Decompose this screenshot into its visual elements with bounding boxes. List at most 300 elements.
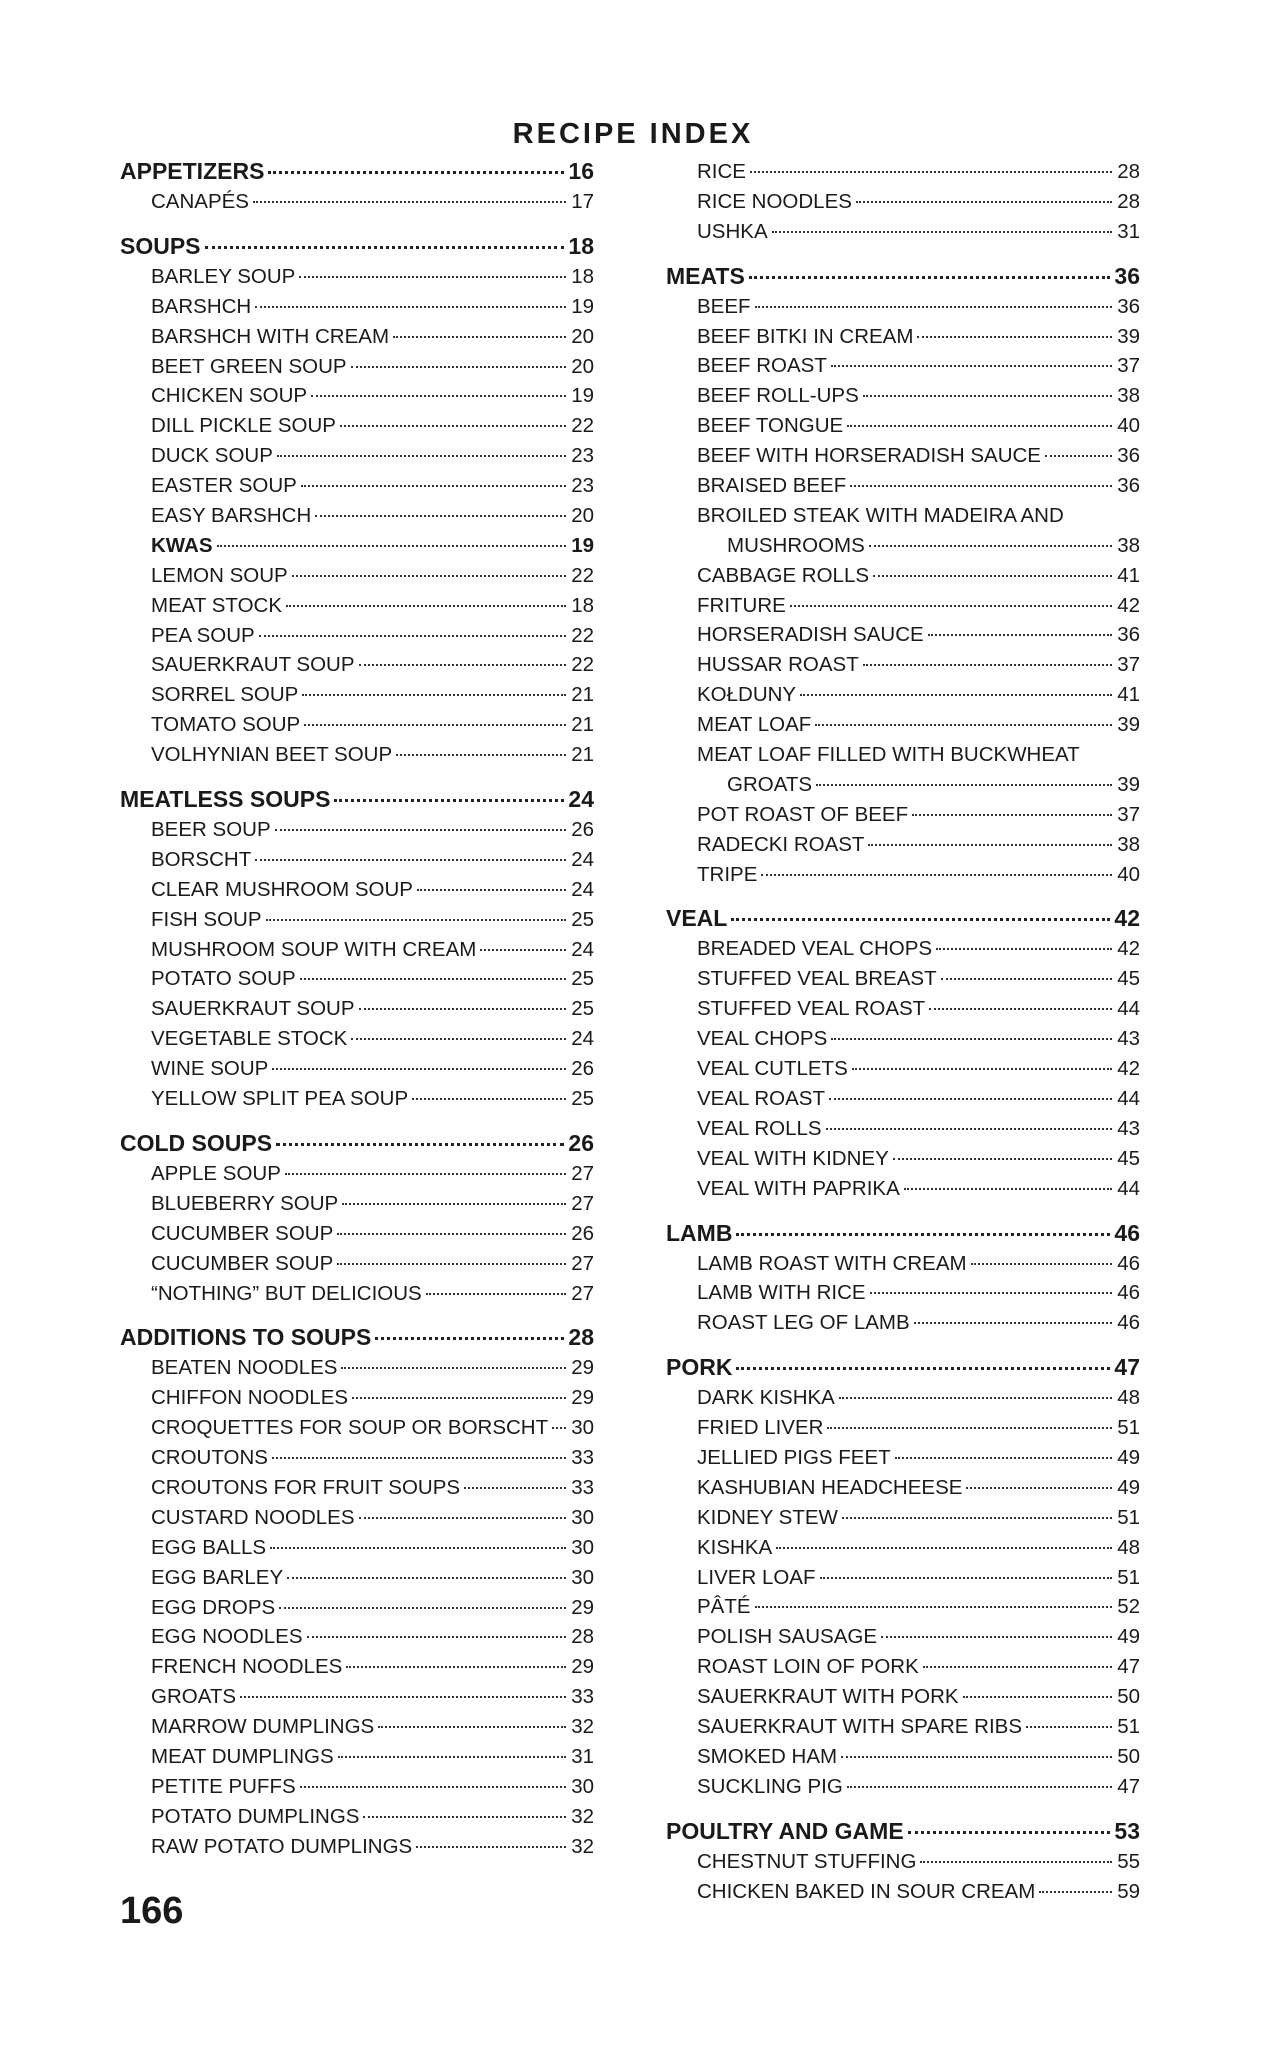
dot-leader	[904, 1188, 1112, 1190]
entry-page-number: 42	[1114, 905, 1140, 932]
index-section-heading	[666, 1817, 1140, 1847]
entry-title: VOLHYNIAN BEET SOUP	[151, 743, 393, 767]
dot-leader	[217, 545, 567, 547]
entry-page-number: 44	[1117, 1176, 1140, 1200]
entry-title: STUFFED VEAL ROAST	[697, 997, 926, 1021]
index-entry	[666, 1174, 1140, 1204]
index-entry	[666, 1249, 1140, 1279]
dot-leader	[351, 366, 566, 368]
entry-page-number: 26	[571, 1221, 594, 1245]
entry-title: BARSHCH WITH CREAM	[151, 324, 390, 348]
dot-leader	[908, 1831, 1111, 1834]
dot-leader	[255, 306, 566, 308]
dot-leader	[863, 395, 1112, 397]
entry-page-number: 49	[1117, 1475, 1140, 1499]
index-entry	[120, 621, 594, 651]
entry-page-number: 22	[571, 623, 594, 647]
entry-page-number: 28	[568, 1324, 594, 1351]
index-entry	[120, 1503, 594, 1533]
dot-leader	[277, 455, 566, 457]
index-entry	[120, 471, 594, 501]
entry-title: KASHUBIAN HEADCHEESE	[697, 1475, 963, 1499]
index-entry	[666, 1413, 1140, 1443]
entry-page-number: 24	[571, 877, 594, 901]
dot-leader	[923, 1666, 1112, 1668]
entry-page-number: 26	[568, 1129, 594, 1156]
entry-page-number: 42	[1117, 593, 1140, 617]
entry-page-number: 33	[571, 1685, 594, 1709]
entry-page-number: 39	[1117, 713, 1140, 737]
entry-page-number: 21	[571, 683, 594, 707]
dot-leader	[847, 1786, 1112, 1788]
index-entry	[120, 1159, 594, 1189]
entry-page-number: 19	[571, 294, 594, 318]
dot-leader	[341, 1367, 566, 1369]
entry-page-number: 24	[568, 786, 594, 813]
index-entry	[120, 501, 594, 531]
index-entry	[666, 1054, 1140, 1084]
dot-leader	[276, 1143, 564, 1146]
dot-leader	[346, 1666, 566, 1668]
entry-page-number: 43	[1117, 1116, 1140, 1140]
entry-title: GROATS	[727, 772, 813, 796]
entry-page-number: 19	[571, 384, 594, 408]
entry-title: EGG BARLEY	[151, 1565, 284, 1589]
dot-leader	[736, 1233, 1110, 1236]
index-entry	[120, 1189, 594, 1219]
dot-leader	[292, 575, 566, 577]
section-title: APPETIZERS	[120, 158, 265, 184]
entry-title: POLISH SAUSAGE	[697, 1625, 878, 1649]
entry-title: WINE SOUP	[151, 1057, 269, 1081]
section-title: PORK	[666, 1354, 733, 1381]
entry-page-number: 33	[571, 1446, 594, 1470]
entry-title: BEEF WITH HORSERADISH SAUCE	[697, 444, 1041, 468]
index-entry	[666, 561, 1140, 591]
index-section-heading	[120, 157, 594, 187]
index-section-heading	[120, 1323, 594, 1353]
dot-leader	[279, 1607, 566, 1609]
dot-leader	[480, 949, 566, 951]
index-entry	[666, 217, 1140, 247]
index-entry	[120, 561, 594, 591]
entry-page-number: 17	[571, 190, 594, 213]
entry-page-number: 20	[571, 354, 594, 378]
entry-page-number: 27	[571, 1161, 594, 1185]
entry-title: USHKA	[697, 219, 768, 243]
index-entry	[666, 531, 1140, 561]
entry-title: MEAT LOAF	[697, 713, 812, 737]
index-entry	[120, 1249, 594, 1279]
entry-title: RADECKI ROAST	[697, 832, 865, 856]
entry-page-number: 46	[1117, 1311, 1140, 1335]
entry-page-number: 30	[571, 1416, 594, 1440]
dot-leader	[338, 1756, 566, 1758]
entry-page-number: 32	[571, 1715, 594, 1739]
index-entry	[666, 1308, 1140, 1338]
index-entry	[120, 650, 594, 680]
index-entry	[120, 1832, 594, 1862]
dot-leader	[847, 425, 1112, 427]
section-title: MEATS	[666, 262, 745, 289]
entry-title: BORSCHT	[151, 847, 252, 871]
entry-page-number: 44	[1117, 997, 1140, 1021]
dot-leader	[929, 1008, 1112, 1010]
dot-leader	[928, 634, 1112, 636]
dot-leader	[881, 1636, 1112, 1638]
entry-title: BEEF ROAST	[697, 354, 827, 378]
entry-title: CUCUMBER SOUP	[151, 1251, 334, 1275]
index-entry	[666, 381, 1140, 411]
entry-title: DILL PICKLE SOUP	[151, 414, 336, 438]
entry-page-number: 51	[1117, 1565, 1140, 1589]
dot-leader	[869, 545, 1112, 547]
index-entry	[120, 187, 594, 217]
entry-title: HUSSAR ROAST	[697, 653, 859, 677]
index-entry	[666, 1847, 1140, 1877]
index-entry	[666, 187, 1140, 217]
index-entry	[666, 292, 1140, 322]
dot-leader	[826, 1128, 1112, 1130]
entry-title: VEAL CUTLETS	[697, 1057, 848, 1081]
index-entry	[666, 934, 1140, 964]
entry-title: CHIFFON NOODLES	[151, 1386, 349, 1410]
index-column-right	[666, 157, 1140, 1906]
entry-title: VEAL ROLLS	[697, 1116, 822, 1140]
index-section-heading	[666, 262, 1140, 292]
entry-title: SAUERKRAUT SOUP	[151, 653, 355, 677]
entry-page-number: 26	[571, 818, 594, 842]
entry-title: CHICKEN BAKED IN SOUR CREAM	[697, 1879, 1036, 1903]
dot-leader	[417, 889, 566, 891]
dot-leader	[831, 1038, 1112, 1040]
dot-leader	[868, 844, 1112, 846]
dot-leader	[359, 664, 566, 666]
index-entry	[666, 1772, 1140, 1802]
entry-title: ROAST LEG OF LAMB	[697, 1311, 910, 1335]
dot-leader	[920, 1861, 1112, 1863]
entry-title: VEAL WITH PAPRIKA	[697, 1176, 900, 1200]
entry-title: POTATO SOUP	[151, 967, 296, 991]
entry-page-number: 22	[571, 563, 594, 587]
index-entry	[120, 1054, 594, 1084]
index-entry	[120, 352, 594, 382]
dot-leader	[287, 1577, 566, 1579]
entry-title: BARLEY SOUP	[151, 264, 296, 288]
entry-title: BEATEN NOODLES	[151, 1356, 338, 1380]
dot-leader	[253, 201, 566, 203]
entry-title: SORREL SOUP	[151, 683, 299, 707]
index-section-heading	[120, 1129, 594, 1159]
entry-page-number: 51	[1117, 1505, 1140, 1529]
section-title: COLD SOUPS	[120, 1129, 273, 1156]
entry-title: EGG BALLS	[151, 1535, 267, 1559]
entry-title: FISH SOUP	[151, 907, 262, 931]
dot-leader	[856, 201, 1112, 203]
index-entry	[120, 1563, 594, 1593]
entry-page-number: 27	[571, 1281, 594, 1305]
entry-page-number: 48	[1117, 1386, 1140, 1410]
dot-leader	[863, 664, 1112, 666]
index-entry	[666, 620, 1140, 650]
index-entry	[666, 1443, 1140, 1473]
index-entry	[120, 591, 594, 621]
index-entry	[120, 322, 594, 352]
entry-page-number: 38	[1117, 384, 1140, 408]
index-entry	[120, 1383, 594, 1413]
index-entry	[666, 1473, 1140, 1503]
dot-leader	[300, 1786, 566, 1788]
index-section-heading	[666, 904, 1140, 934]
section-title: MEATLESS SOUPS	[120, 786, 331, 813]
entry-page-number: 51	[1117, 1416, 1140, 1440]
entry-page-number: 32	[571, 1804, 594, 1828]
entry-page-number: 41	[1117, 563, 1140, 587]
entry-title: CROUTONS	[151, 1446, 268, 1470]
index-entry	[120, 1473, 594, 1503]
entry-title: JELLIED PIGS FEET	[697, 1445, 891, 1469]
index-entry	[666, 157, 1140, 187]
index-entry	[666, 1682, 1140, 1712]
index-entry	[666, 1383, 1140, 1413]
dot-leader	[352, 1397, 566, 1399]
index-entry	[120, 1219, 594, 1249]
entry-page-number: 28	[571, 1625, 594, 1649]
entry-title: MEAT DUMPLINGS	[151, 1744, 334, 1768]
entry-title: SAUERKRAUT SOUP	[151, 997, 355, 1021]
index-entry	[666, 1563, 1140, 1593]
index-entry	[120, 441, 594, 471]
entry-title: VEAL CHOPS	[697, 1027, 828, 1051]
index-entry	[120, 292, 594, 322]
index-entry	[666, 1592, 1140, 1622]
entry-title: LEMON SOUP	[151, 563, 288, 587]
index-entry	[120, 1353, 594, 1383]
entry-title: PÂTÉ	[697, 1595, 751, 1619]
dot-leader	[259, 635, 566, 637]
dot-leader	[412, 1098, 566, 1100]
dot-leader	[426, 1293, 566, 1295]
entry-title: MARROW DUMPLINGS	[151, 1715, 375, 1739]
entry-title: CUCUMBER SOUP	[151, 1221, 334, 1245]
entry-page-number: 50	[1117, 1685, 1140, 1709]
entry-page-number: 27	[571, 1251, 594, 1275]
entry-page-number: 29	[571, 1595, 594, 1619]
dot-leader	[340, 425, 566, 427]
section-title: POULTRY AND GAME	[666, 1817, 904, 1844]
section-title: SOUPS	[120, 232, 201, 259]
dot-leader	[270, 1547, 566, 1549]
index-entry	[120, 1652, 594, 1682]
entry-title: FRIED LIVER	[697, 1416, 824, 1440]
entry-page-number: 36	[1117, 294, 1140, 318]
entry-page-number: 29	[571, 1655, 594, 1679]
page-number: 166	[120, 1890, 184, 1932]
entry-page-number: 29	[571, 1386, 594, 1410]
index-entry	[120, 1413, 594, 1443]
index-entry	[120, 994, 594, 1024]
dot-leader	[829, 1098, 1112, 1100]
dot-leader	[351, 1038, 566, 1040]
index-entry	[666, 1533, 1140, 1563]
dot-leader	[870, 1292, 1112, 1294]
entry-page-number: 44	[1117, 1086, 1140, 1110]
page-title: RECIPE INDEX	[512, 118, 754, 150]
entry-page-number: 18	[568, 232, 594, 259]
dot-leader	[941, 978, 1112, 980]
entry-title: POTATO DUMPLINGS	[151, 1804, 360, 1828]
entry-title: SMOKED HAM	[697, 1744, 838, 1768]
entry-title: KIDNEY STEW	[697, 1505, 838, 1529]
entry-page-number: 49	[1117, 1445, 1140, 1469]
dot-leader	[839, 1397, 1112, 1399]
index-entry	[666, 411, 1140, 441]
dot-leader	[842, 1517, 1112, 1519]
entry-page-number: 52	[1117, 1595, 1140, 1619]
entry-page-number: 45	[1117, 1146, 1140, 1170]
entry-title: VEAL WITH KIDNEY	[697, 1146, 889, 1170]
dot-leader	[337, 1263, 566, 1265]
index-entry	[666, 680, 1140, 710]
index-entry	[666, 1877, 1140, 1907]
dot-leader	[205, 246, 565, 249]
entry-page-number: 51	[1117, 1714, 1140, 1738]
dot-leader	[736, 1367, 1110, 1370]
dot-leader	[255, 859, 566, 861]
index-entry	[120, 381, 594, 411]
dot-leader	[827, 1427, 1112, 1429]
entry-page-number: 37	[1117, 653, 1140, 677]
index-entry	[666, 1742, 1140, 1772]
dot-leader	[761, 874, 1112, 876]
entry-title: LIVER LOAF	[697, 1565, 816, 1589]
dot-leader	[301, 485, 566, 487]
dot-leader	[966, 1487, 1112, 1489]
index-entry	[120, 815, 594, 845]
entry-page-number: 47	[1117, 1655, 1140, 1679]
index-section-heading	[666, 1219, 1140, 1249]
entry-title: GROATS	[151, 1685, 237, 1709]
index-entry	[666, 441, 1140, 471]
entry-title: FRENCH NOODLES	[151, 1655, 343, 1679]
index-entry	[666, 964, 1140, 994]
entry-page-number: 41	[1117, 683, 1140, 707]
entry-page-number: 46	[1117, 1251, 1140, 1275]
dot-leader	[359, 1008, 566, 1010]
index-section-heading	[666, 1353, 1140, 1383]
dot-leader	[755, 1606, 1112, 1608]
entry-title: BEET GREEN SOUP	[151, 354, 347, 378]
entry-title: FRITURE	[697, 593, 786, 617]
dot-leader	[286, 605, 566, 607]
section-title: VEAL	[666, 905, 728, 932]
entry-title: BLUEBERRY SOUP	[151, 1191, 339, 1215]
entry-page-number: 36	[1117, 623, 1140, 647]
index-entry	[666, 650, 1140, 680]
dot-leader	[917, 336, 1112, 338]
entry-page-number: 20	[571, 324, 594, 348]
entry-page-number: 30	[571, 1565, 594, 1589]
entry-title: HORSERADISH SAUCE	[697, 623, 924, 647]
entry-page-number: 24	[571, 1027, 594, 1051]
dot-leader	[816, 784, 1112, 786]
entry-title: PETITE PUFFS	[151, 1774, 296, 1798]
entry-page-number: 46	[1117, 1281, 1140, 1305]
index-entry	[666, 1278, 1140, 1308]
index-entry	[666, 1503, 1140, 1533]
index-entry	[120, 905, 594, 935]
index-entry	[666, 322, 1140, 352]
dot-leader	[893, 1158, 1112, 1160]
entry-title: EGG NOODLES	[151, 1625, 303, 1649]
entry-page-number: 18	[571, 264, 594, 288]
entry-title: CHESTNUT STUFFING	[697, 1849, 917, 1873]
entry-title: DUCK SOUP	[151, 444, 273, 468]
entry-page-number: 39	[1117, 324, 1140, 348]
entry-page-number: 38	[1117, 533, 1140, 557]
entry-page-number: 16	[568, 158, 594, 184]
entry-page-number: 28	[1117, 189, 1140, 213]
index-entry	[666, 471, 1140, 501]
index-entry	[666, 994, 1140, 1024]
entry-title: CUSTARD NOODLES	[151, 1505, 355, 1529]
entry-page-number: 21	[571, 713, 594, 737]
dot-leader	[416, 1846, 566, 1848]
index-entry	[666, 1712, 1140, 1742]
index-entry	[120, 1084, 594, 1114]
index-entry	[120, 1682, 594, 1712]
entry-title: CLEAR MUSHROOM SOUP	[151, 877, 413, 901]
entry-page-number: 42	[1117, 1057, 1140, 1081]
entry-page-number: 24	[571, 847, 594, 871]
index-entry	[666, 1622, 1140, 1652]
entry-title: MUSHROOM SOUP WITH CREAM	[151, 937, 477, 961]
entry-title: CROQUETTES FOR SOUP OR BORSCHT	[151, 1416, 549, 1440]
dot-leader	[895, 1457, 1112, 1459]
entry-page-number: 38	[1117, 832, 1140, 856]
entry-page-number: 22	[571, 653, 594, 677]
entry-page-number: 23	[571, 444, 594, 468]
entry-page-number: 49	[1117, 1625, 1140, 1649]
entry-page-number: 50	[1117, 1744, 1140, 1768]
entry-page-number: 21	[571, 743, 594, 767]
entry-page-number: 32	[571, 1834, 594, 1858]
entry-page-number: 31	[571, 1744, 594, 1768]
index-entry	[666, 1652, 1140, 1682]
entry-page-number: 28	[1117, 160, 1140, 183]
entry-page-number: 23	[571, 474, 594, 498]
entry-page-number: 30	[571, 1774, 594, 1798]
entry-page-number: 47	[1114, 1354, 1140, 1381]
entry-page-number: 29	[571, 1356, 594, 1380]
index-entry	[666, 1144, 1140, 1174]
entry-title: RICE	[697, 160, 746, 183]
dot-leader	[342, 1203, 566, 1205]
entry-page-number: 26	[571, 1057, 594, 1081]
index-entry	[120, 964, 594, 994]
entry-title: BEEF TONGUE	[697, 414, 844, 438]
entry-page-number: 39	[1117, 772, 1140, 796]
entry-title: YELLOW SPLIT PEA SOUP	[151, 1087, 409, 1111]
entry-page-number: 36	[1117, 444, 1140, 468]
entry-title: BEEF ROLL-UPS	[697, 384, 859, 408]
entry-title: CABBAGE ROLLS	[697, 563, 870, 587]
entry-page-number: 43	[1117, 1027, 1140, 1051]
entry-title: BEEF	[697, 294, 751, 318]
index-entry	[666, 1024, 1140, 1054]
entry-page-number: 24	[571, 937, 594, 961]
entry-page-number: 27	[571, 1191, 594, 1215]
